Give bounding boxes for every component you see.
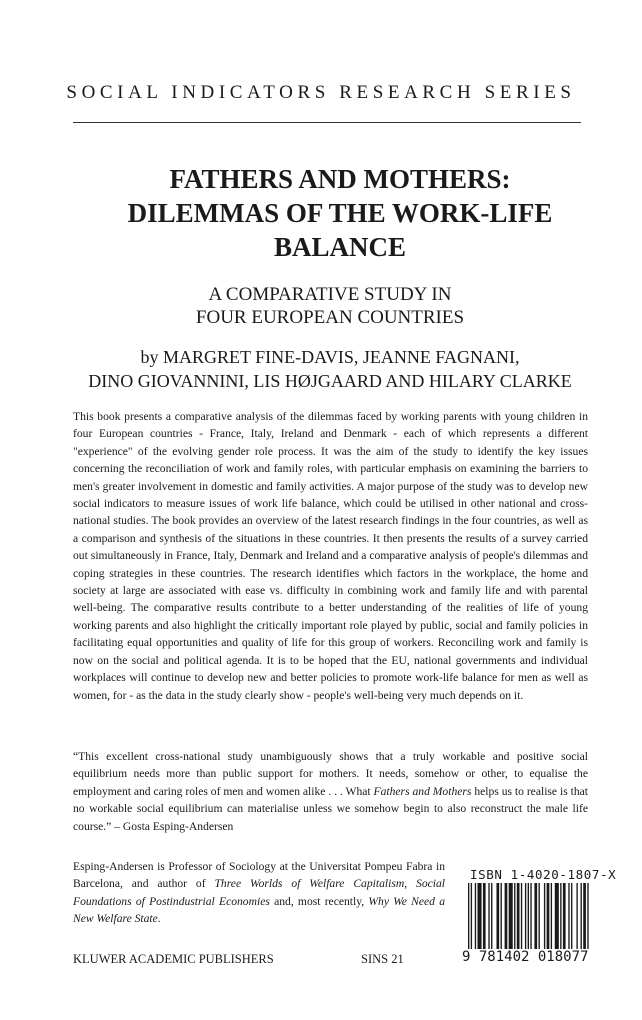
barcode-bar <box>505 883 508 949</box>
authors <box>40 345 620 393</box>
series-name: SOCIAL INDICATORS RESEARCH SERIES <box>66 82 576 103</box>
barcode-bar <box>571 883 572 949</box>
bio-text: , <box>404 877 417 891</box>
quote-book-title: Fathers and Mothers <box>373 784 472 798</box>
barcode-bar <box>534 883 537 949</box>
barcode-bar <box>525 883 526 949</box>
barcode-bar <box>530 883 531 949</box>
title-line: BALANCE <box>273 232 407 262</box>
book-subtitle <box>60 283 600 329</box>
barcode-bar <box>547 883 550 949</box>
barcode-bar <box>544 883 545 949</box>
barcode-icon <box>468 883 590 949</box>
bio-book-title: Why We Need a New Welfare State <box>73 894 445 926</box>
barcode-bar <box>488 883 489 949</box>
endorser-bio <box>73 858 445 928</box>
title-line: FATHERS AND MOTHERS: <box>169 164 511 194</box>
barcode-digits: 9 781402 018077 <box>462 949 589 965</box>
barcode-bar <box>568 883 569 949</box>
bio-text: Esping-Andersen is Professor of Sociology at the Universitat Pompeu Fabra in Barcelona, and author of <box>73 860 445 891</box>
header-rule <box>73 122 581 123</box>
endorsement-quote <box>73 748 588 835</box>
barcode-bar <box>483 883 486 949</box>
barcode-bar <box>583 883 586 949</box>
book-title <box>60 162 620 264</box>
barcode-bar <box>475 883 476 949</box>
isbn-label: ISBN 1-4020-1807-X <box>470 867 617 882</box>
barcode-bar <box>514 883 515 949</box>
barcode-bar <box>555 883 559 949</box>
barcode-bar <box>517 883 520 949</box>
author-line: DINO GIOVANNINI, LIS HØJGAARD AND HILARY CLARKE <box>88 371 572 391</box>
publisher-name: KLUWER ACADEMIC PUBLISHERS <box>73 952 274 966</box>
barcode-bar <box>509 883 513 949</box>
barcode-bar <box>587 883 588 949</box>
subtitle-line: A COMPARATIVE STUDY IN <box>208 284 452 305</box>
barcode-bar <box>581 883 582 949</box>
bio-text: and, most recently, <box>269 894 369 908</box>
quote-text: helps us to realise is that no workable social equilibrium can materialise unless we somehow begin to also reconstruct the male life course.” – Gosta Esping-Andersen <box>73 784 588 833</box>
barcode-bar <box>560 883 561 949</box>
barcode-bar <box>538 883 539 949</box>
barcode-bar <box>468 883 469 949</box>
barcode-bar <box>471 883 472 949</box>
series-number: SINS 21 <box>361 952 404 966</box>
barcode-bar <box>491 883 492 949</box>
barcode-bar <box>501 883 502 949</box>
barcode-bar <box>521 883 522 949</box>
barcode-bar <box>477 883 481 949</box>
bio-book-title: Three Worlds of Welfare Capitalism <box>214 877 405 891</box>
bio-text: . <box>157 912 161 926</box>
quote-text: “This excellent cross-national study unambiguously shows that a truly workable and positive social equilibrium needs more than public support for mothers. It needs, somehow or other, to equalise the employment and caring roles of men and women alike . . . What <box>73 750 588 798</box>
barcode-bar <box>576 883 577 949</box>
barcode-bar <box>496 883 499 949</box>
barcode-bar <box>551 883 552 949</box>
bio-book-title: Social Foundations of Postindustrial Economies <box>73 877 446 908</box>
abstract-paragraph: This book presents a comparative analysis of the dilemmas faced by working parents with young children in four European countries - France, Italy, Ireland and Denmark - each of which represents a different "experience" of the evolving gender role process. It was the aim of the study to identify the key issues concerning the reconciliation of work and family roles, with particular emphasis on examining the barriers to men's greater involvement in domestic and family activities. A major purpose of the study was to develop new social indicators to measure issues of work life balance, which could be utilised in other national and cross-national studies. The book provides an overview of the latest research findings in the four countries, as well as a comparison and synthesis of the situations in these countries. It then presents the results of a survey carried out simultaneously in France, Italy, Denmark and Ireland and a comparative analysis of people's dilemmas and coping strategies in these countries. The research identifies which factors in the workplace, the home and society at large are associated with ease vs. difficulty in combining work and family life and with parental well-being. The comparative results contribute to a better understanding of the realities of life of young working parents and also highlight the critically important role played by public, social and family policies in facilitating equal opportunities and quality of life for this group of workers. Reconciling work and family is now on the social and political agenda. It is to be hoped that the EU, national governments and individual workplaces will continue to develop new and better policies to promote work-life balance for men as well as women, for - as the data in the study clearly show - people's well-being very much depends on it. <box>73 410 588 702</box>
author-line: by MARGRET FINE-DAVIS, JEANNE FAGNANI, <box>140 347 520 367</box>
barcode-bar <box>563 883 566 949</box>
title-line: DILEMMAS OF THE WORK-LIFE <box>127 198 553 228</box>
barcode-bar <box>528 883 529 949</box>
subtitle-line: FOUR EUROPEAN COUNTRIES <box>195 307 465 328</box>
